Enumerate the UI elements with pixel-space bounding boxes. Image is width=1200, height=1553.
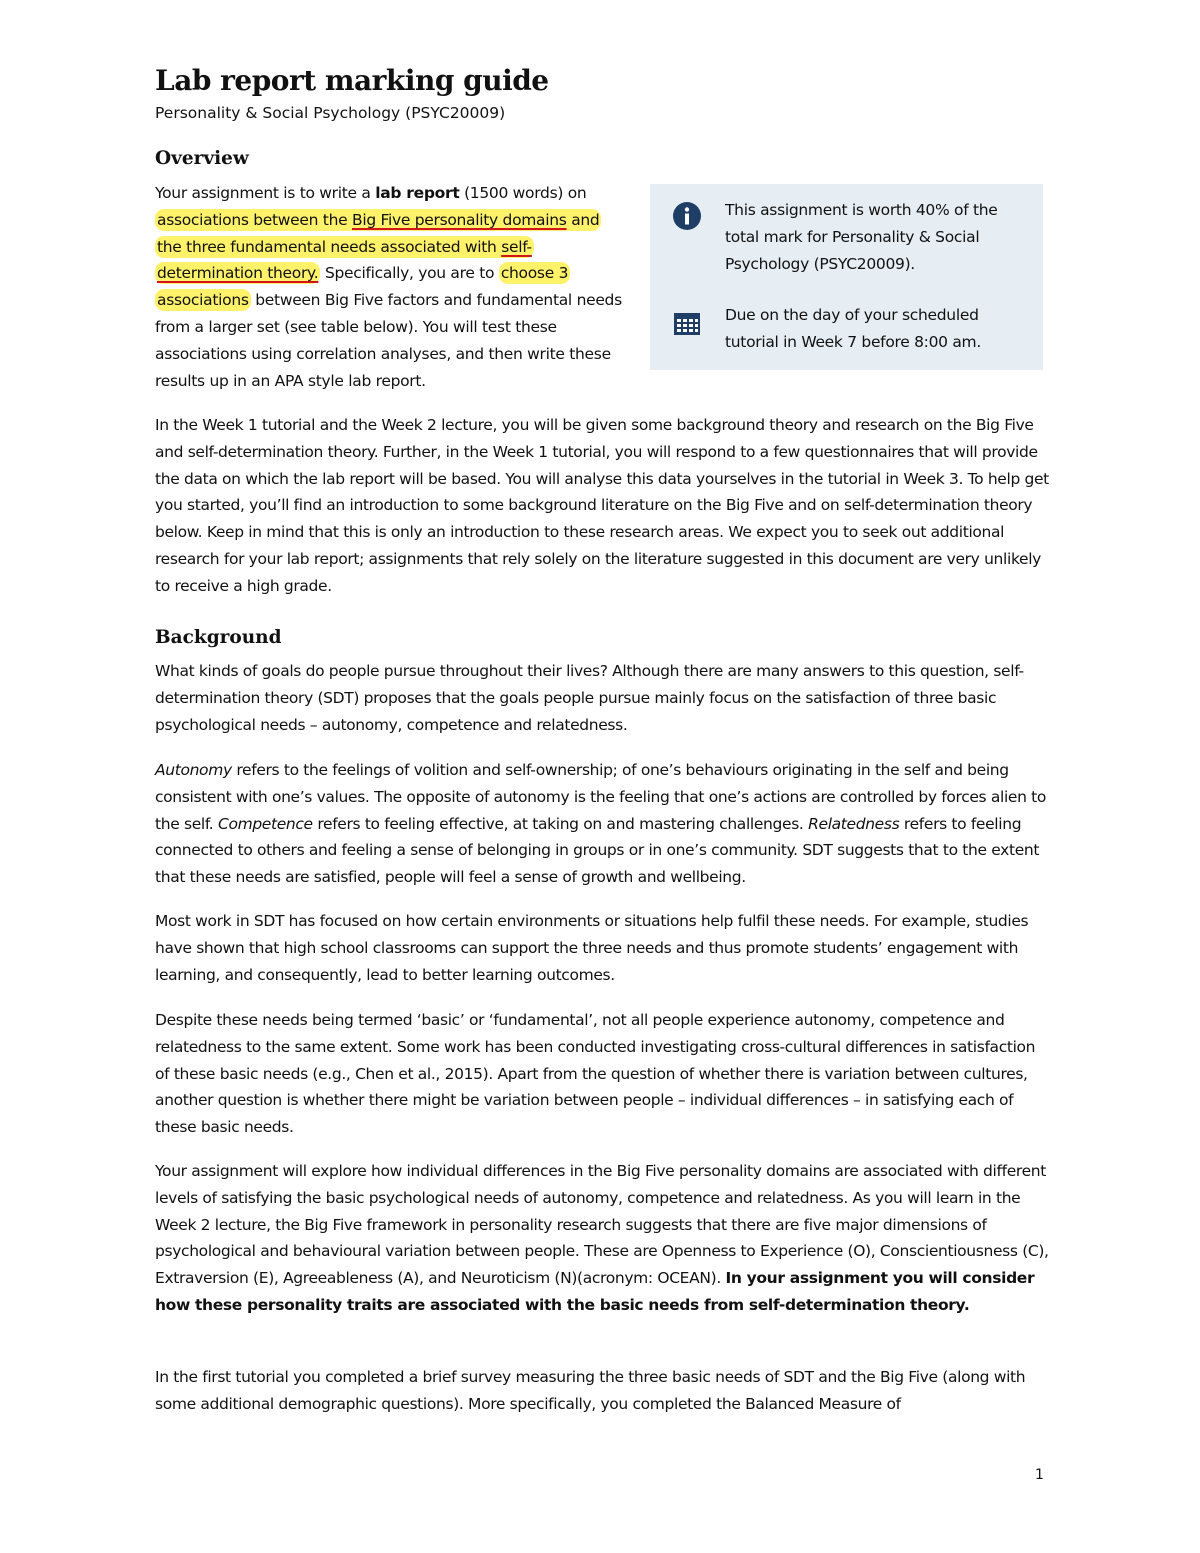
info-icon: [672, 201, 702, 231]
overview-text: between Big Five factors and fundamental needs from a larger set (see table below). You will test these associations using correlation analyses, and then write these results up in an APA style lab report.: [155, 291, 622, 390]
background-paragraph-5: [155, 1158, 1050, 1319]
term-relatedness: Relatedness: [808, 814, 900, 833]
overview-bold: lab report: [375, 184, 460, 202]
background-heading: Background: [155, 627, 282, 648]
background-paragraph-1: What kinds of goals do people pursue throughout their lives? Although there are many answers to this question, self-determination theory (SDT) proposes that the goals people pursue mainly focus on the satisfaction of three basic psychological needs – autonomy, competence and relatedness.: [155, 662, 1024, 734]
background-paragraph-2: [155, 757, 1050, 891]
overview-text: (1500 words) on: [459, 184, 587, 202]
key-instruction: In your assignment you will consider how these personality traits are associated with the basic needs from self-determination theory.: [155, 1269, 1035, 1314]
highlight-text: associations: [157, 291, 249, 310]
calendar-icon: [672, 309, 702, 339]
highlight-underlined-text: determination theory.: [157, 264, 319, 283]
highlight-text: associations between the: [157, 210, 352, 229]
page-number: 1: [1035, 1467, 1044, 1483]
highlight-text: and: [566, 210, 600, 229]
underlined-text: Big Five personality domains: [351, 210, 567, 229]
overview-text: Specifically, you are to: [320, 264, 499, 283]
background-paragraph-4: Despite these needs being termed ‘basic’ or ‘fundamental’, not all people experience autonomy, competence and relatedness to the same extent. Some work has been conducted investigating cross-cultural differences in satisfaction of these basic needs (e.g., Chen et al., 2015). Apart from the question of whether there is variation between cultures, another question is whether there might be variation between people – individual differences – in satisfying each of these basic needs.: [155, 1011, 1036, 1137]
paragraph-text: refers to feeling connected to others and feeling a sense of belonging in groups or in one’s community. SDT suggests that to the extent that these needs are satisfied, people will feel a sense of growth and wellbeing.: [155, 814, 1040, 887]
due-date-note: Due on the day of your scheduled tutorial in Week 7 before 8:00 am.: [725, 306, 981, 351]
paragraph-text: refers to the feelings of volition and self-ownership; of one’s behaviours originating in the self and being consistent with one’s values. The opposite of autonomy is the feeling that one’s actions are controlled by forces alien to the self.: [155, 761, 1047, 833]
background-paragraph-6: In the first tutorial you completed a brief survey measuring the three basic needs of SDT and the Big Five (along with some additional demographic questions). More specifically, you completed the Balanced Measure of: [155, 1368, 1026, 1413]
week1-paragraph: In the Week 1 tutorial and the Week 2 lecture, you will be given some background theory and research on the Big Five and self-determination theory. Further, in the Week 1 tutorial, you will respond to a few questionnaires that will provide the data on which the lab report will be based. You will analyse this data yourselves in the tutorial in Week 3. To help get you started, you’ll find an introduction to some background literature on the Big Five and on self-determination theory below. Keep in mind that this is only an introduction to these research areas. We expect you to seek out additional research for your lab report; assignments that rely solely on the literature suggested in this document are very unlikely to receive a high grade.: [155, 416, 1049, 595]
info-box: [650, 184, 1043, 370]
overview-text: Your assignment is to write a: [155, 184, 376, 202]
highlight-text: choose 3: [500, 264, 569, 283]
document-subtitle: Personality & Social Psychology (PSYC20009): [155, 104, 506, 122]
underlined-text: self-: [501, 237, 532, 256]
highlight-span: [155, 209, 601, 231]
term-competence: Competence: [217, 814, 313, 833]
highlight-text: the three fundamental needs associated with: [157, 237, 502, 256]
overview-paragraph: [155, 180, 635, 394]
overview-heading: Overview: [155, 148, 249, 169]
background-paragraph-3: Most work in SDT has focused on how certain environments or situations help fulfil these needs. For example, studies have shown that high school classrooms can support the three needs and thus promote students’ engagement with learning, and consequently, lead to better learning outcomes.: [155, 912, 1029, 984]
assignment-weight-note: This assignment is worth 40% of the total mark for Personality & Social Psychology (PSYC20009).: [725, 201, 998, 273]
term-autonomy: Autonomy: [155, 761, 232, 779]
document-title: Lab report marking guide: [155, 64, 549, 97]
paragraph-text: refers to feeling effective, at taking on and mastering challenges.: [312, 814, 809, 833]
paragraph-text: Your assignment will explore how individual differences in the Big Five personality domains are associated with different levels of satisfying the basic psychological needs of autonomy, competence and relatedness. As you will learn in the Week 2 lecture, the Big Five framework in personality research suggests that there are five major dimensions of psychological and behavioural variation between people. These are Openness to Experience (O), Conscientiousness (C), Extraversion (E), Agreeableness (A), and Neuroticism (N)(acronym: OCEAN).: [155, 1162, 1049, 1288]
highlight-span: [155, 236, 534, 258]
